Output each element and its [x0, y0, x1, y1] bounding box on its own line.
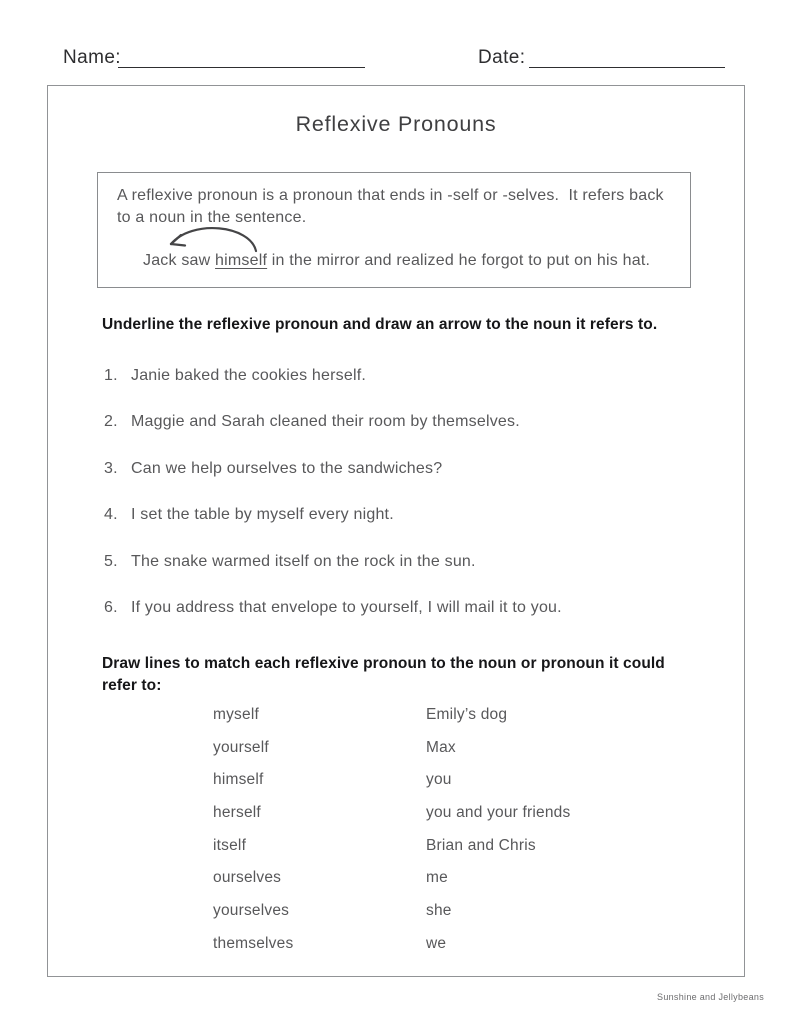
match-left: himself	[213, 771, 264, 789]
curved-arrow-icon	[158, 223, 262, 255]
item-text: Maggie and Sarah cleaned their room by themselves.	[131, 413, 520, 431]
match-right: Max	[426, 738, 456, 756]
list-item	[104, 413, 724, 459]
section2-instruction: Draw lines to match each reflexive pronoun to the noun or pronoun it could refer to:	[102, 655, 665, 694]
definition-box	[97, 172, 691, 288]
item-text: Janie baked the cookies herself.	[131, 367, 366, 384]
match-left: itself	[213, 836, 247, 854]
example-prefix: Jack saw	[143, 252, 216, 269]
match-right: me	[426, 869, 448, 887]
match-right: you and your friends	[426, 804, 571, 822]
definition-text: A reflexive pronoun is a pronoun that ends in -self or -selves. It refers back to a noun in the sentence.	[117, 187, 669, 227]
matching-columns	[213, 706, 570, 968]
item-number: 4.	[104, 506, 118, 524]
item-number: 3.	[104, 459, 118, 477]
item-number: 2.	[104, 413, 118, 431]
match-right: you	[426, 771, 452, 789]
match-left: themselves	[213, 934, 294, 952]
example-sentence	[143, 252, 650, 270]
item-number: 1.	[104, 367, 118, 384]
match-right: she	[426, 902, 452, 920]
date-label: Date:	[478, 47, 526, 68]
date-blank-line	[529, 47, 725, 68]
list-item	[104, 553, 724, 599]
item-number: 6.	[104, 598, 118, 616]
match-right: Brian and Chris	[426, 836, 536, 854]
list-item	[104, 506, 724, 552]
item-text: I set the table by myself every night.	[131, 506, 394, 524]
name-blank-line	[118, 47, 365, 68]
item-text: Can we help ourselves to the sandwiches?	[131, 459, 443, 477]
example-suffix: in the mirror and realized he forgot to put on his hat.	[267, 252, 651, 269]
credit-text: Sunshine and Jellybeans	[657, 992, 764, 1002]
match-left: yourselves	[213, 902, 290, 920]
example-underlined-pronoun: himself	[215, 252, 268, 269]
item-text: The snake warmed itself on the rock in the sun.	[131, 552, 476, 570]
match-left: ourselves	[213, 869, 282, 887]
match-left: yourself	[213, 738, 269, 756]
list-item	[104, 367, 724, 413]
sentence-list	[104, 367, 724, 645]
page-title: Reflexive Pronouns	[295, 112, 497, 136]
match-right: we	[426, 934, 447, 952]
item-text: If you address that envelope to yourself, I will mail it to you.	[131, 598, 562, 616]
match-left: herself	[213, 804, 261, 822]
worksheet-border	[47, 85, 745, 977]
name-label: Name:	[63, 47, 121, 68]
list-item	[104, 460, 724, 506]
section1-instruction: Underline the reflexive pronoun and draw an arrow to the noun it refers to.	[102, 316, 658, 333]
item-number: 5.	[104, 552, 118, 570]
list-item	[104, 599, 724, 645]
match-left: myself	[213, 706, 259, 723]
match-right: Emily’s dog	[426, 706, 508, 723]
